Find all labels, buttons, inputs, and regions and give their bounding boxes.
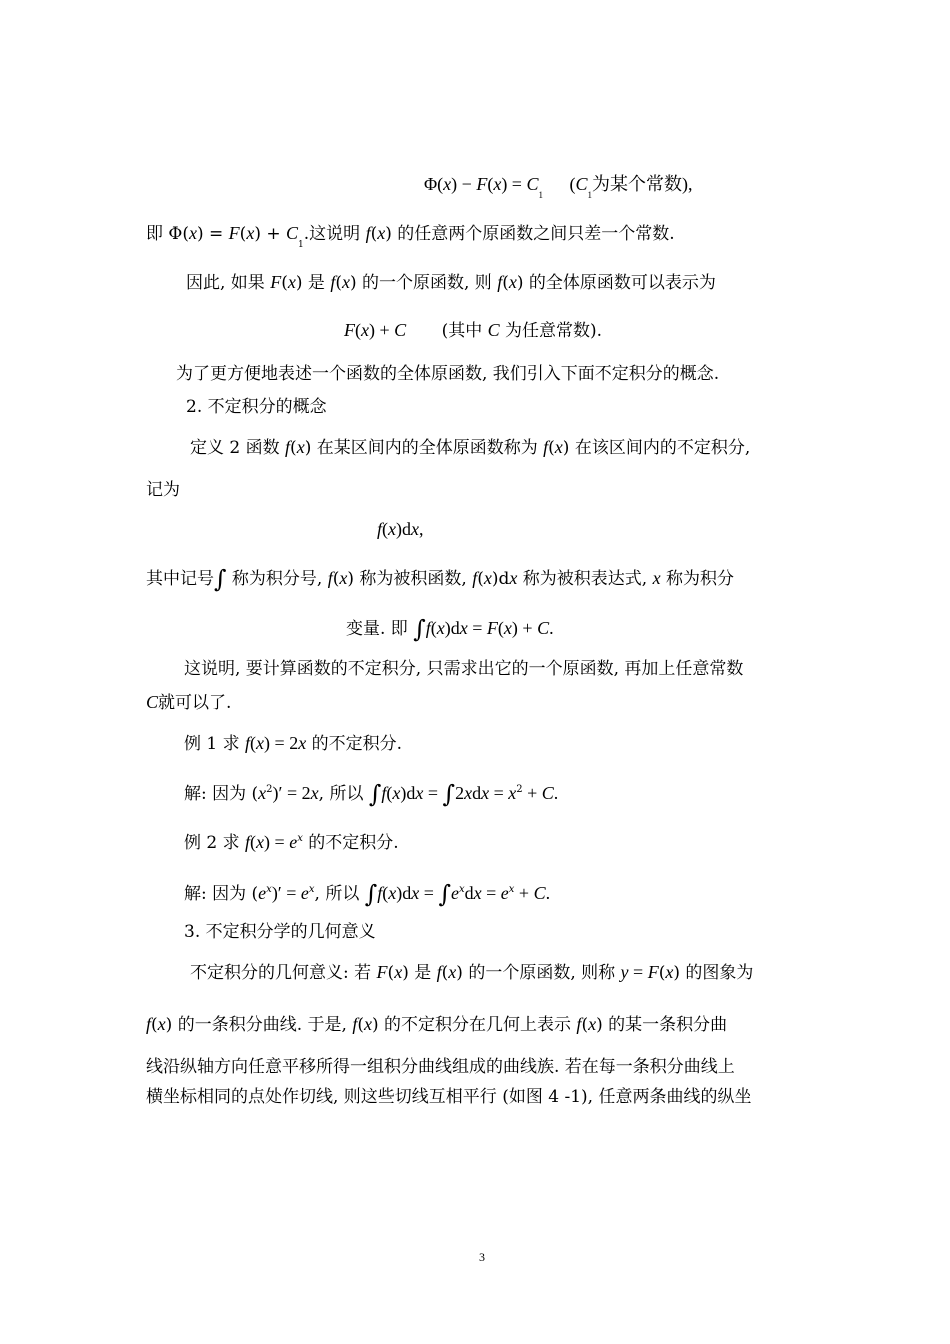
integral-sign: ∫: [368, 780, 382, 808]
formula-line-11: 变量. 即 ∫f(x)dx = F(x) + C.: [346, 615, 554, 643]
definition-2: 定义 2 函数 f(x) 在某区间内的全体原函数称为 f(x) 在该区间内的不定积分,: [190, 437, 751, 458]
text-line-22: 横坐标相同的点处作切线, 则这些切线互相平行 (如图 4 -1), 任意两条曲线的纵坐: [146, 1087, 752, 1107]
text-line-21: 线沿纵轴方向任意平移所得一组积分曲线组成的曲线族. 若在每一条积分曲线上: [146, 1057, 735, 1077]
integral-sign: ∫: [364, 880, 378, 908]
text-line-3: 因此, 如果 F(x) 是 f(x) 的一个原函数, 则 f(x) 的全体原函数可以表示为: [186, 272, 716, 293]
text-line-20: f(x) 的一条积分曲线. 于是, f(x) 的不定积分在几何上表示 f(x) 的某一条积分曲: [146, 1014, 728, 1035]
section-heading-2: 2. 不定积分的概念: [186, 397, 327, 417]
section-heading-3: 3. 不定积分学的几何意义: [184, 922, 376, 942]
text-line-10: 其中记号∫ 称为积分号, f(x) 称为被积函数, f(x)dx 称为被积表达式, x 称为积分: [146, 565, 735, 593]
page-number: 3: [479, 1250, 485, 1264]
text-line-8: 记为: [146, 480, 180, 500]
text-line-12: 这说明, 要计算函数的不定积分, 只需求出它的一个原函数, 再加上任意常数: [184, 659, 744, 679]
example-1: 例 1 求 f(x) = 2x 的不定积分.: [184, 733, 403, 754]
formula-line-1: $\Phi(x) - F(x) = C_1$ ($C_1$为某个常数),: [424, 174, 693, 200]
text-line-5: 为了更方便地表述一个函数的全体原函数, 我们引入下面不定积分的概念.: [176, 364, 720, 384]
formula-line-9: f(x)dx,: [377, 519, 424, 539]
solution-1: 解: 因为 $(x^2)' = 2x$, 所以 $\int f(x)dx = \int 2xdx = x^2 + C$.: [184, 780, 559, 808]
integral-sign: ∫: [413, 615, 426, 643]
solution-2: 解: 因为 $(e^x)' = e^x$, 所以 $\int f(x)dx = \int e^xdx = e^x + C$.: [184, 880, 551, 908]
formula-line-4: F(x) + C (其中 C 为任意常数).: [344, 320, 603, 341]
text-line-13: C就可以了.: [146, 692, 232, 713]
integral-sign: ∫: [442, 780, 456, 808]
example-2: 例 2 求 $f(x) = e^x$ 的不定积分.: [184, 832, 399, 853]
text-line-19: 不定积分的几何意义: 若 F(x) 是 f(x) 的一个原函数, 则称 y = F(x) 的图象为: [190, 962, 754, 983]
text-line-2: 即 $\Phi(x) = F(x) + C_1$.这说明 f(x) 的任意两个原函数之间只差一个常数.: [146, 223, 675, 250]
integral-sign: ∫: [214, 565, 227, 593]
integral-sign: ∫: [438, 880, 451, 908]
